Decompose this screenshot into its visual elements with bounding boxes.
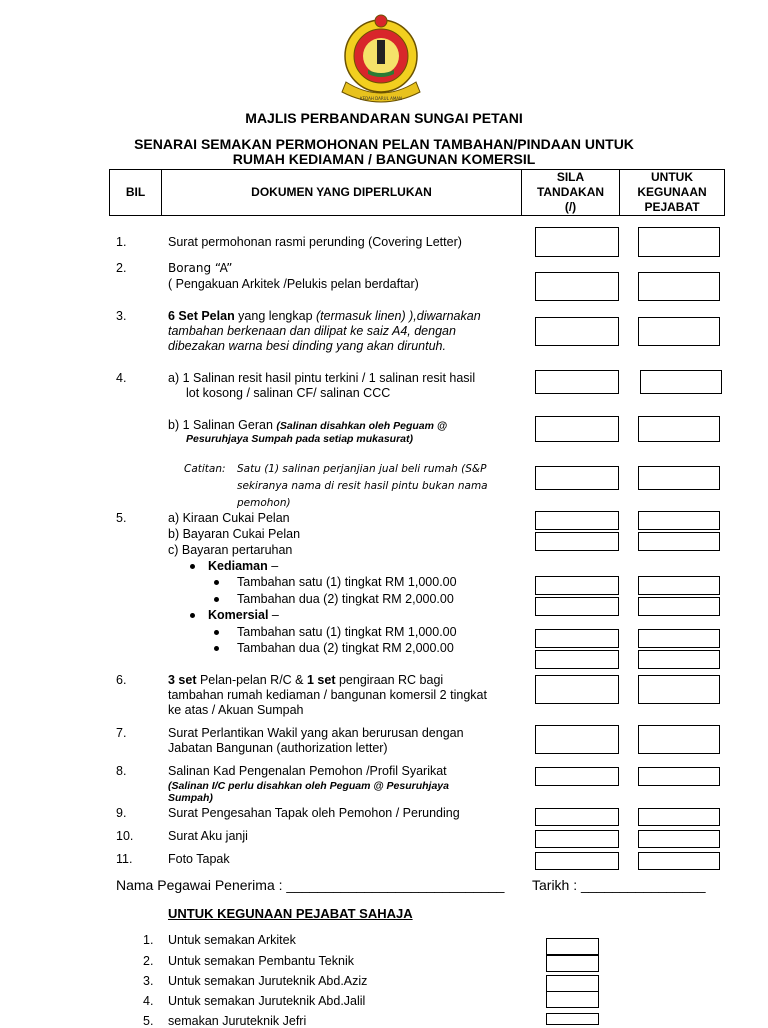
checkbox-sila-4c[interactable] bbox=[535, 466, 619, 490]
item-text: lot kosong / salinan CF/ salinan CCC bbox=[186, 386, 391, 400]
checkbox-pejabat-10[interactable] bbox=[638, 830, 720, 848]
office-row-number: 2. bbox=[143, 954, 154, 968]
item-text: tambahan rumah kediaman / bangunan komersil 2 tingkat bbox=[168, 688, 487, 702]
form-title-line1: SENARAI SEMAKAN PERMOHONAN PELAN TAMBAHAN/PINDAAN UNTUK bbox=[134, 136, 634, 152]
item-note: (Salinan I/C perlu disahkan oleh Peguam @ Pesuruhjaya bbox=[168, 780, 449, 792]
checkbox-pejabat-5m2[interactable] bbox=[638, 650, 720, 669]
item-number: 2. bbox=[116, 261, 127, 275]
item-text: Komersial – bbox=[208, 608, 279, 622]
bullet bbox=[214, 597, 219, 602]
checkbox-pejabat-11[interactable] bbox=[638, 852, 720, 870]
office-checkbox-5[interactable] bbox=[546, 1013, 599, 1025]
checkbox-sila-11[interactable] bbox=[535, 852, 619, 870]
item-text: Tambahan dua (2) tingkat RM 2,000.00 bbox=[237, 641, 454, 655]
office-row-text: semakan Juruteknik Jefri bbox=[168, 1014, 307, 1028]
item-note: Pesuruhjaya Sumpah pada setiap mukasurat) bbox=[186, 433, 413, 445]
item-text: Surat permohonan rasmi perunding (Covering Letter) bbox=[168, 235, 462, 249]
item-number: 8. bbox=[116, 764, 127, 778]
item-text: c) Bayaran pertaruhan bbox=[168, 543, 293, 557]
col-header-dokumen: DOKUMEN YANG DIPERLUKAN bbox=[162, 170, 522, 216]
checkbox-sila-10[interactable] bbox=[535, 830, 619, 848]
item-text: Tambahan satu (1) tingkat RM 1,000.00 bbox=[237, 575, 457, 589]
checkbox-pejabat-7[interactable] bbox=[638, 725, 720, 754]
checkbox-pejabat-2[interactable] bbox=[638, 272, 720, 301]
item-text: tambahan berkenaan dan dilipat ke saiz A4, dengan bbox=[168, 324, 456, 338]
office-checkbox-4[interactable] bbox=[546, 991, 599, 1008]
catitan-label: Catitan: bbox=[184, 463, 226, 475]
checkbox-sila-7[interactable] bbox=[535, 725, 619, 754]
checkbox-sila-5m2[interactable] bbox=[535, 650, 619, 669]
item-text: 3 set Pelan-pelan R/C & 1 set pengiraan RC bagi bbox=[168, 673, 444, 687]
col-header-bil: BIL bbox=[110, 170, 162, 216]
checkbox-pejabat-4b[interactable] bbox=[638, 416, 720, 442]
item-number: 9. bbox=[116, 806, 127, 820]
office-row-text: Untuk semakan Pembantu Teknik bbox=[168, 954, 354, 968]
item-text: Jabatan Bangunan (authorization letter) bbox=[168, 741, 388, 755]
checkbox-sila-5a[interactable] bbox=[535, 511, 619, 530]
form-title-line2: RUMAH KEDIAMAN / BANGUNAN KOMERSIL bbox=[232, 151, 536, 167]
item-text: b) 1 Salinan Geran (Salinan disahkan oleh Peguam @ bbox=[168, 418, 448, 432]
bullet bbox=[214, 580, 219, 585]
office-row-text: Untuk semakan Arkitek bbox=[168, 933, 296, 947]
bullet bbox=[214, 630, 219, 635]
checkbox-sila-1[interactable] bbox=[535, 227, 619, 257]
office-row-number: 5. bbox=[143, 1014, 154, 1028]
checkbox-pejabat-6[interactable] bbox=[638, 675, 720, 704]
checkbox-pejabat-5m1[interactable] bbox=[638, 629, 720, 648]
item-number: 6. bbox=[116, 673, 127, 687]
council-crest-logo bbox=[340, 12, 422, 108]
item-text: Surat Aku janji bbox=[168, 829, 248, 843]
item-text: a) Kiraan Cukai Pelan bbox=[168, 511, 290, 525]
item-number: 5. bbox=[116, 511, 127, 525]
bullet bbox=[214, 646, 219, 651]
checkbox-sila-4a[interactable] bbox=[535, 370, 619, 394]
office-use-heading: UNTUK KEGUNAAN PEJABAT SAHAJA bbox=[168, 906, 413, 921]
checkbox-pejabat-4a[interactable] bbox=[640, 370, 722, 394]
item-text: Surat Perlantikan Wakil yang akan berurusan dengan bbox=[168, 726, 464, 740]
checkbox-sila-5m1[interactable] bbox=[535, 629, 619, 648]
item-text: 6 Set Pelan yang lengkap (termasuk linen) ),diwarnakan bbox=[168, 309, 481, 323]
office-row-text: Untuk semakan Juruteknik Abd.Jalil bbox=[168, 994, 366, 1008]
office-checkbox-2[interactable] bbox=[546, 955, 599, 972]
item-text: Foto Tapak bbox=[168, 852, 230, 866]
organisation-name: MAJLIS PERBANDARAN SUNGAI PETANI bbox=[245, 110, 523, 126]
checklist-header-table bbox=[109, 169, 725, 216]
office-checkbox-1[interactable] bbox=[546, 938, 599, 955]
checkbox-sila-5b[interactable] bbox=[535, 532, 619, 551]
item-number: 11. bbox=[116, 852, 133, 866]
item-number: 10. bbox=[116, 829, 134, 843]
council-logo bbox=[340, 12, 422, 108]
checkbox-sila-6[interactable] bbox=[535, 675, 619, 704]
svg-text:KEDAH DARUL AMAN: KEDAH DARUL AMAN bbox=[359, 96, 403, 101]
checkbox-sila-2[interactable] bbox=[535, 272, 619, 301]
item-text: Salinan Kad Pengenalan Pemohon /Profil Syarikat bbox=[168, 764, 447, 778]
item-text: Tambahan dua (2) tingkat RM 2,000.00 bbox=[237, 592, 454, 606]
checkbox-sila-9[interactable] bbox=[535, 808, 619, 826]
item-number: 1. bbox=[116, 235, 127, 249]
item-number: 7. bbox=[116, 726, 127, 740]
checkbox-sila-5k1[interactable] bbox=[535, 576, 619, 595]
office-row-number: 3. bbox=[143, 974, 154, 988]
office-checkbox-3[interactable] bbox=[546, 975, 599, 992]
item-text: Tambahan satu (1) tingkat RM 1,000.00 bbox=[237, 625, 457, 639]
checkbox-sila-3[interactable] bbox=[535, 317, 619, 346]
checkbox-pejabat-9[interactable] bbox=[638, 808, 720, 826]
item-text: b) Bayaran Cukai Pelan bbox=[168, 527, 301, 541]
checkbox-pejabat-3[interactable] bbox=[638, 317, 720, 346]
checkbox-pejabat-5k2[interactable] bbox=[638, 597, 720, 616]
checkbox-pejabat-5k1[interactable] bbox=[638, 576, 720, 595]
catitan-text: Satu (1) salinan perjanjian jual beli rumah (S&P sekiranya nama di resit hasil pintu bukan nama pemohon) bbox=[237, 463, 488, 509]
office-row-number: 4. bbox=[143, 994, 154, 1008]
date-field[interactable]: Tarikh : ________________ bbox=[532, 877, 706, 893]
item-text: a) 1 Salinan resit hasil pintu terkini / 1 salinan resit hasil bbox=[168, 371, 476, 385]
receiving-officer-field[interactable]: Nama Pegawai Penerima : ____________________________ bbox=[116, 877, 505, 893]
checkbox-pejabat-1[interactable] bbox=[638, 227, 720, 257]
item-text: ke atas / Akuan Sumpah bbox=[168, 703, 304, 717]
item-text: Surat Pengesahan Tapak oleh Pemohon / Perunding bbox=[168, 806, 460, 820]
checkbox-pejabat-8[interactable] bbox=[638, 767, 720, 786]
col-header-untuk-kegunaan-pejabat: UNTUK KEGUNAAN PEJABAT bbox=[620, 170, 725, 216]
office-row-text: Untuk semakan Juruteknik Abd.Aziz bbox=[168, 974, 368, 988]
col-header-sila-tandakan: SILA TANDAKAN (/) bbox=[522, 170, 620, 216]
checkbox-pejabat-5a[interactable] bbox=[638, 511, 720, 530]
item-text: Borang “A” bbox=[168, 261, 233, 275]
checkbox-sila-8[interactable] bbox=[535, 767, 619, 786]
item-note: Sumpah) bbox=[168, 792, 213, 804]
checkbox-sila-5k2[interactable] bbox=[535, 597, 619, 616]
checkbox-sila-4b[interactable] bbox=[535, 416, 619, 442]
checkbox-pejabat-5b[interactable] bbox=[638, 532, 720, 551]
bullet bbox=[190, 564, 195, 569]
item-text: Kediaman – bbox=[208, 559, 279, 573]
item-text: ( Pengakuan Arkitek /Pelukis pelan berdaftar) bbox=[168, 277, 419, 291]
item-text: dibezakan warna besi dinding yang akan diruntuh. bbox=[168, 339, 446, 353]
item-number: 3. bbox=[116, 309, 127, 323]
bullet bbox=[190, 613, 195, 618]
checkbox-pejabat-4c[interactable] bbox=[638, 466, 720, 490]
item-number: 4. bbox=[116, 371, 127, 385]
office-row-number: 1. bbox=[143, 933, 154, 947]
